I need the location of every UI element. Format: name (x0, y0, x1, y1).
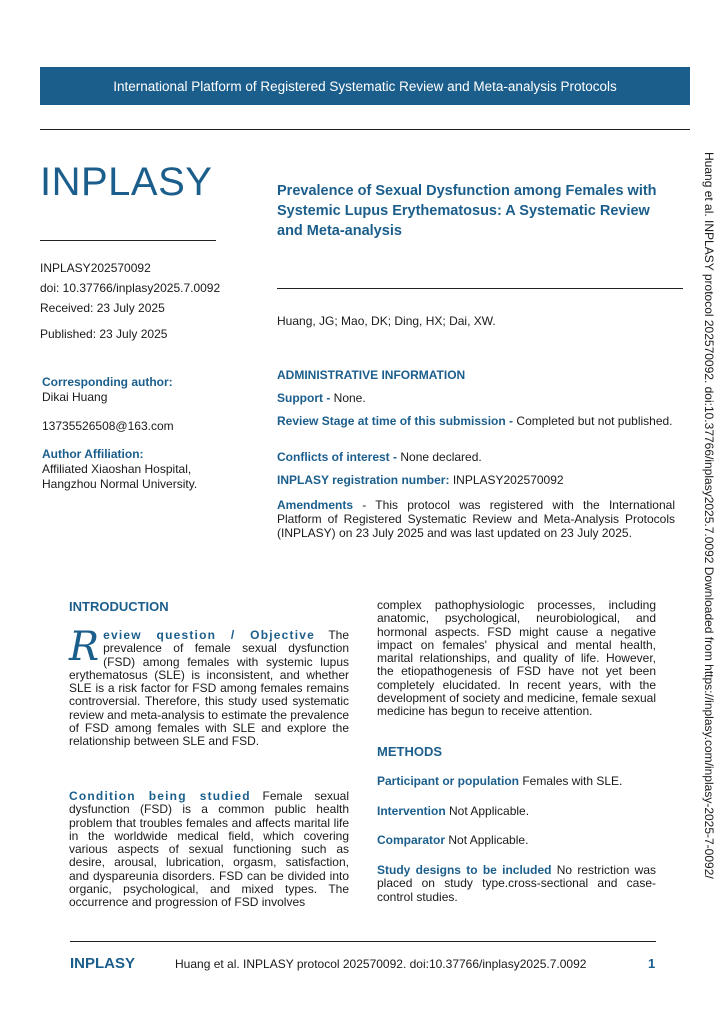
admin-heading: ADMINISTRATIVE INFORMATION (277, 368, 466, 382)
comparator-key: Comparator (377, 833, 446, 847)
vertical-citation-text[interactable]: Huang et al. INPLASY protocol 202570092. doi:10.37766/inplasy2025.7.0092 Downloaded from https://inplasy.com/inplasy-2025-7-0092/ (702, 152, 716, 879)
vertical-citation (702, 152, 716, 892)
protocol-id: INPLASY202570092 (40, 261, 151, 275)
review-question-text: The prevalence of female sexual dysfunction (FSD) among females with systemic lupus erythematosus (SLE) is inconsistent, and whether SLE is a risk factor for FSD among females remains controversial. Therefore, this study used systematic review and meta-analysis to estimate the prevalence of FSD among females with SLE and explore the relationship between SLE and FSD. (69, 628, 350, 749)
study-design-key: Study designs to be included (377, 863, 552, 877)
introduction-continued (377, 599, 656, 719)
conflicts-key: Conflicts of interest - (277, 450, 398, 464)
comparator-line (377, 834, 656, 847)
published-date: Published: 23 July 2025 (40, 327, 168, 341)
intervention-line (377, 805, 656, 818)
review-stage-line (277, 414, 675, 428)
journal-banner (40, 67, 690, 105)
comparator-value: Not Applicable. (445, 833, 529, 847)
condition-text: Female sexual dysfunction (FSD) is a common public health problem that troubles females and affects marital life in the worldwide medical field, which covering various aspects of sexual functioning such as desire, arousal, lubrication, orgasm, satisfaction, and dyspareunia disorders. FSD can be divided into organic, psychological, and mixed types. The occurrence and progression of FSD involves (69, 789, 350, 910)
study-design-line (377, 864, 656, 904)
dropcap-letter: R (69, 624, 100, 670)
support-key: Support - (277, 391, 331, 405)
conflicts-value: None declared. (397, 450, 482, 464)
footer-divider (70, 941, 656, 942)
review-stage-key: Review Stage at time of this submission - (277, 414, 514, 428)
introduction-continued-text: complex pathophysiologic processes, including anatomic, psychological, neurobiological, and hormonal aspects. FSD might cause a negative impact on females' physical and mental health, marital relationships, and quality of life. However, the etiopathogenesis of FSD have not yet been completely elucidated. In recent years, with the development of society and medicine, female sexual medicine has begun to receive attention. (377, 598, 656, 719)
page-number: 1 (648, 956, 656, 971)
population-line (377, 775, 656, 788)
amendments-key: Amendments (277, 498, 354, 512)
corresponding-author-label: Corresponding author: (42, 375, 173, 389)
conflicts-line (277, 450, 675, 464)
inplasy-logo: INPLASY (40, 160, 213, 204)
paper-title: Prevalence of Sexual Dysfunction among Females with Systemic Lupus Erythematosus: A Systematic Review and Meta-analysis (277, 183, 657, 239)
registration-value: INPLASY202570092 (449, 473, 564, 487)
population-value: Females with SLE. (519, 774, 623, 788)
intervention-value: Not Applicable. (445, 804, 530, 818)
registration-line (277, 473, 675, 487)
condition-key: Condition being studied (69, 789, 251, 803)
affiliation-line-1: Affiliated Xiaoshan Hospital, (42, 462, 192, 476)
received-date: Received: 23 July 2025 (40, 301, 165, 315)
review-stage-value: Completed but not published. (513, 414, 673, 428)
title-divider (277, 288, 683, 289)
review-question-paragraph (69, 624, 350, 749)
logo-divider (40, 240, 216, 241)
condition-paragraph (69, 790, 349, 910)
corresponding-author-email[interactable]: 13735526508@163.com (42, 419, 174, 433)
population-key: Participant or population (377, 774, 520, 788)
doi-link[interactable]: doi: 10.37766/inplasy2025.7.0092 (40, 281, 221, 295)
amendments-line (277, 498, 675, 540)
author-list: Huang, JG; Mao, DK; Ding, HX; Dai, XW. (277, 314, 496, 328)
introduction-heading: INTRODUCTION (69, 599, 169, 614)
top-divider (40, 129, 690, 130)
amendments-value: - This protocol was registered with the International Platform of Registered Systematic Review and Meta-Analysis Protocols (INPLASY) on 23 July 2025 and was last updated on 23 July 2025. (277, 498, 675, 540)
footer-logo: INPLASY (70, 955, 136, 972)
corresponding-author-name: Dikai Huang (42, 390, 108, 404)
affiliation-line-2: Hangzhou Normal University. (42, 477, 198, 491)
footer-citation: Huang et al. INPLASY protocol 202570092. doi:10.37766/inplasy2025.7.0092 (175, 957, 587, 971)
support-value: None. (330, 391, 366, 405)
study-design-value: No restriction was placed on study type.cross-sectional and case-control studies. (377, 863, 656, 904)
affiliation-label: Author Affiliation: (42, 447, 144, 461)
methods-heading: METHODS (377, 744, 442, 759)
banner-title: International Platform of Registered Systematic Review and Meta-analysis Protocols (113, 78, 617, 94)
review-question-key: eview question / Objective (103, 628, 315, 642)
support-line (277, 391, 675, 405)
intervention-key: Intervention (377, 804, 446, 818)
registration-key: INPLASY registration number: (277, 473, 450, 487)
